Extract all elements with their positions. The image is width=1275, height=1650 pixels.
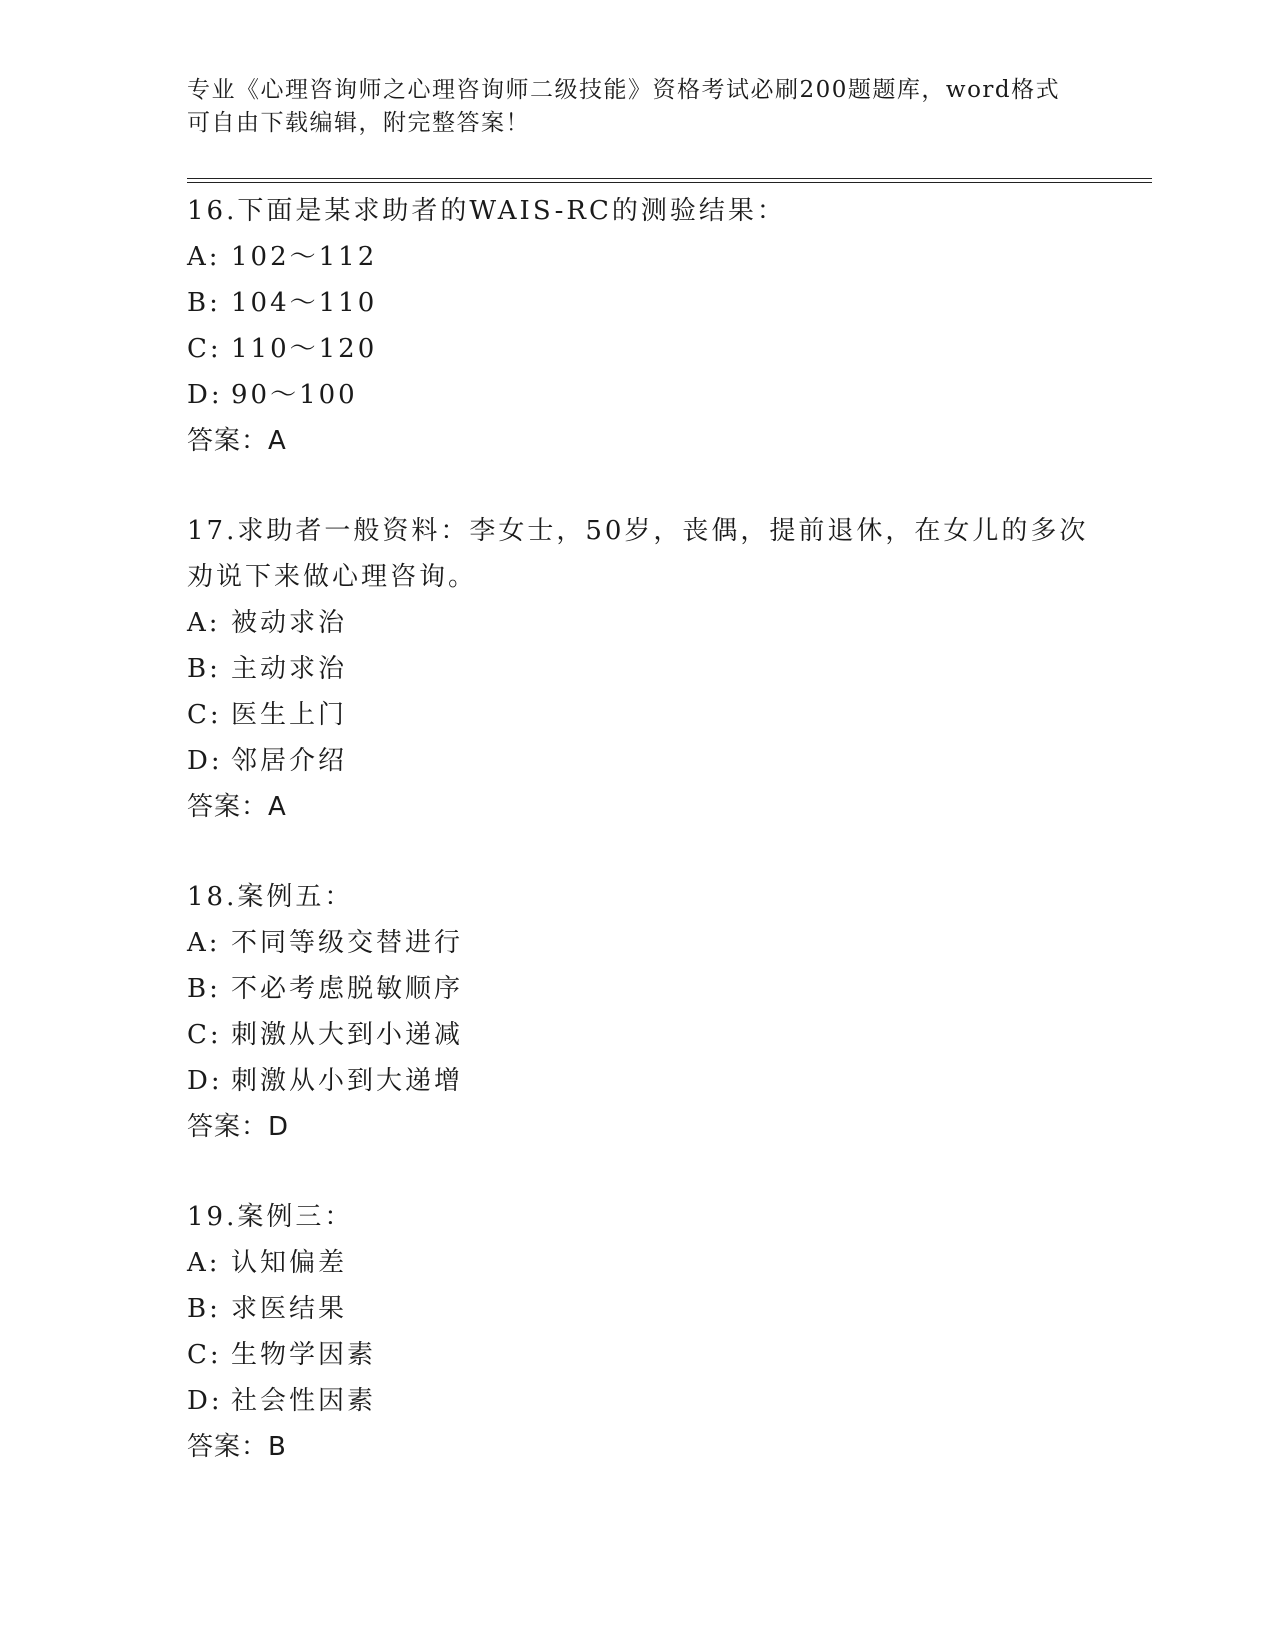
option-letter: B: bbox=[187, 1294, 221, 1324]
option-letter: B: bbox=[187, 288, 221, 318]
option-letter: D: bbox=[187, 746, 223, 776]
answer-key: 答案：A bbox=[187, 426, 287, 456]
option-b bbox=[187, 1286, 1147, 1332]
question-list bbox=[187, 188, 1147, 1514]
option-text: 医生上门 bbox=[231, 700, 348, 730]
option-letter: C: bbox=[187, 700, 222, 730]
question-stem-continuation: 劝说下来做心理咨询。 bbox=[187, 562, 478, 592]
option-c bbox=[187, 1332, 1147, 1378]
answer-key: 答案：B bbox=[187, 1432, 287, 1462]
answer-key: 答案：D bbox=[187, 1112, 290, 1142]
option-c bbox=[187, 326, 1147, 372]
option-a bbox=[187, 920, 1147, 966]
question-stem: 19.案例三： bbox=[187, 1202, 354, 1232]
option-d bbox=[187, 738, 1147, 784]
option-a bbox=[187, 1240, 1147, 1286]
option-letter: B: bbox=[187, 974, 221, 1004]
option-text: 主动求治 bbox=[231, 654, 348, 684]
option-letter: D: bbox=[187, 380, 223, 410]
option-text: 被动求治 bbox=[231, 608, 348, 638]
option-text: 刺激从大到小递减 bbox=[231, 1020, 464, 1050]
question-19 bbox=[187, 1194, 1147, 1470]
option-text: 邻居介绍 bbox=[231, 746, 348, 776]
question-18 bbox=[187, 874, 1147, 1150]
question-16 bbox=[187, 188, 1147, 464]
question-stem: 17.求助者一般资料：李女士，50岁，丧偶，提前退休，在女儿的多次 bbox=[187, 516, 1089, 546]
option-c bbox=[187, 1012, 1147, 1058]
option-letter: C: bbox=[187, 1340, 222, 1370]
option-letter: A: bbox=[187, 1248, 221, 1278]
option-text: 求医结果 bbox=[231, 1294, 348, 1324]
option-letter: B: bbox=[187, 654, 221, 684]
option-a bbox=[187, 600, 1147, 646]
option-text: 生物学因素 bbox=[231, 1340, 377, 1370]
header-line-1: 专业《心理咨询师之心理咨询师二级技能》资格考试必刷200题题库，word格式 bbox=[187, 77, 1061, 103]
option-letter: D: bbox=[187, 1386, 223, 1416]
option-b bbox=[187, 646, 1147, 692]
option-b bbox=[187, 280, 1147, 326]
option-text: 不必考虑脱敏顺序 bbox=[231, 974, 464, 1004]
header-line-2: 可自由下载编辑，附完整答案！ bbox=[187, 110, 530, 136]
document-header bbox=[187, 74, 1087, 140]
option-c bbox=[187, 692, 1147, 738]
answer-key: 答案：A bbox=[187, 792, 287, 822]
option-text: 刺激从小到大递增 bbox=[231, 1066, 464, 1096]
option-text: 90～100 bbox=[231, 380, 358, 410]
option-text: 102～112 bbox=[231, 242, 378, 272]
option-text: 不同等级交替进行 bbox=[231, 928, 464, 958]
option-letter: C: bbox=[187, 1020, 222, 1050]
option-a bbox=[187, 234, 1147, 280]
option-d bbox=[187, 372, 1147, 418]
option-b bbox=[187, 966, 1147, 1012]
option-text: 认知偏差 bbox=[231, 1248, 348, 1278]
option-d bbox=[187, 1378, 1147, 1424]
option-text: 104～110 bbox=[231, 288, 378, 318]
question-stem: 16.下面是某求助者的WAIS-RC的测验结果： bbox=[187, 196, 786, 226]
option-letter: A: bbox=[187, 928, 221, 958]
header-divider-top bbox=[187, 178, 1152, 179]
option-letter: C: bbox=[187, 334, 222, 364]
option-letter: A: bbox=[187, 242, 221, 272]
option-text: 社会性因素 bbox=[231, 1386, 377, 1416]
option-d bbox=[187, 1058, 1147, 1104]
header-divider-bottom bbox=[187, 182, 1152, 183]
option-letter: D: bbox=[187, 1066, 223, 1096]
question-stem: 18.案例五： bbox=[187, 882, 354, 912]
option-letter: A: bbox=[187, 608, 221, 638]
option-text: 110～120 bbox=[231, 334, 378, 364]
question-17 bbox=[187, 508, 1147, 830]
